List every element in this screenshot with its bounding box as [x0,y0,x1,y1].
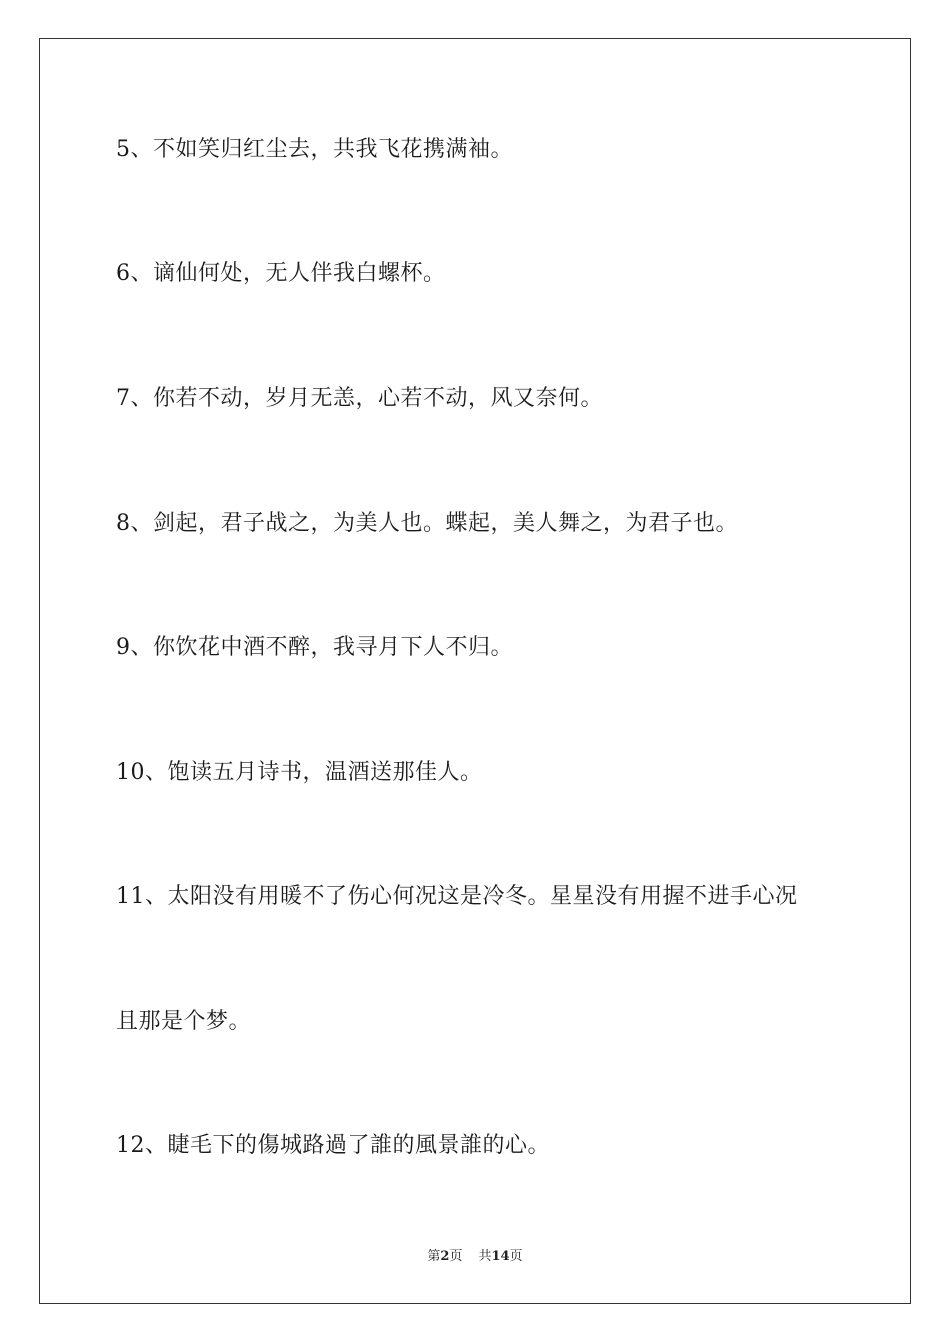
footer-page-unit: 页 [449,1249,463,1264]
page-footer [0,1248,950,1266]
text-line-7: 7、你若不动，岁月无恙，心若不动，风又奈何。 [116,386,603,411]
text-line-11: 11、太阳没有用暖不了伤心何况这是冷冬。星星没有用握不进手心况 [116,884,798,909]
footer-total-pages: 14 [491,1249,510,1264]
text-line-12: 12、睫毛下的傷城路過了誰的風景誰的心。 [116,1133,550,1158]
footer-total-unit: 页 [509,1249,523,1264]
text-line-6: 6、谪仙何处，无人伴我白螺杯。 [116,261,446,286]
text-line-11-continued: 且那是个梦。 [116,1009,252,1034]
text-line-5: 5、不如笑归红尘去，共我飞花携满袖。 [116,137,513,162]
text-line-9: 9、你饮花中酒不醉，我寻月下人不归。 [116,635,513,660]
page-frame [39,38,911,1304]
text-line-8: 8、剑起，君子战之，为美人也。蝶起，美人舞之，为君子也。 [116,511,738,536]
footer-current-page: 2 [440,1249,450,1264]
footer-page-prefix: 第 [427,1249,441,1264]
text-line-10: 10、饱读五月诗书，温酒送那佳人。 [116,760,483,785]
footer-total-prefix: 共 [478,1249,492,1264]
